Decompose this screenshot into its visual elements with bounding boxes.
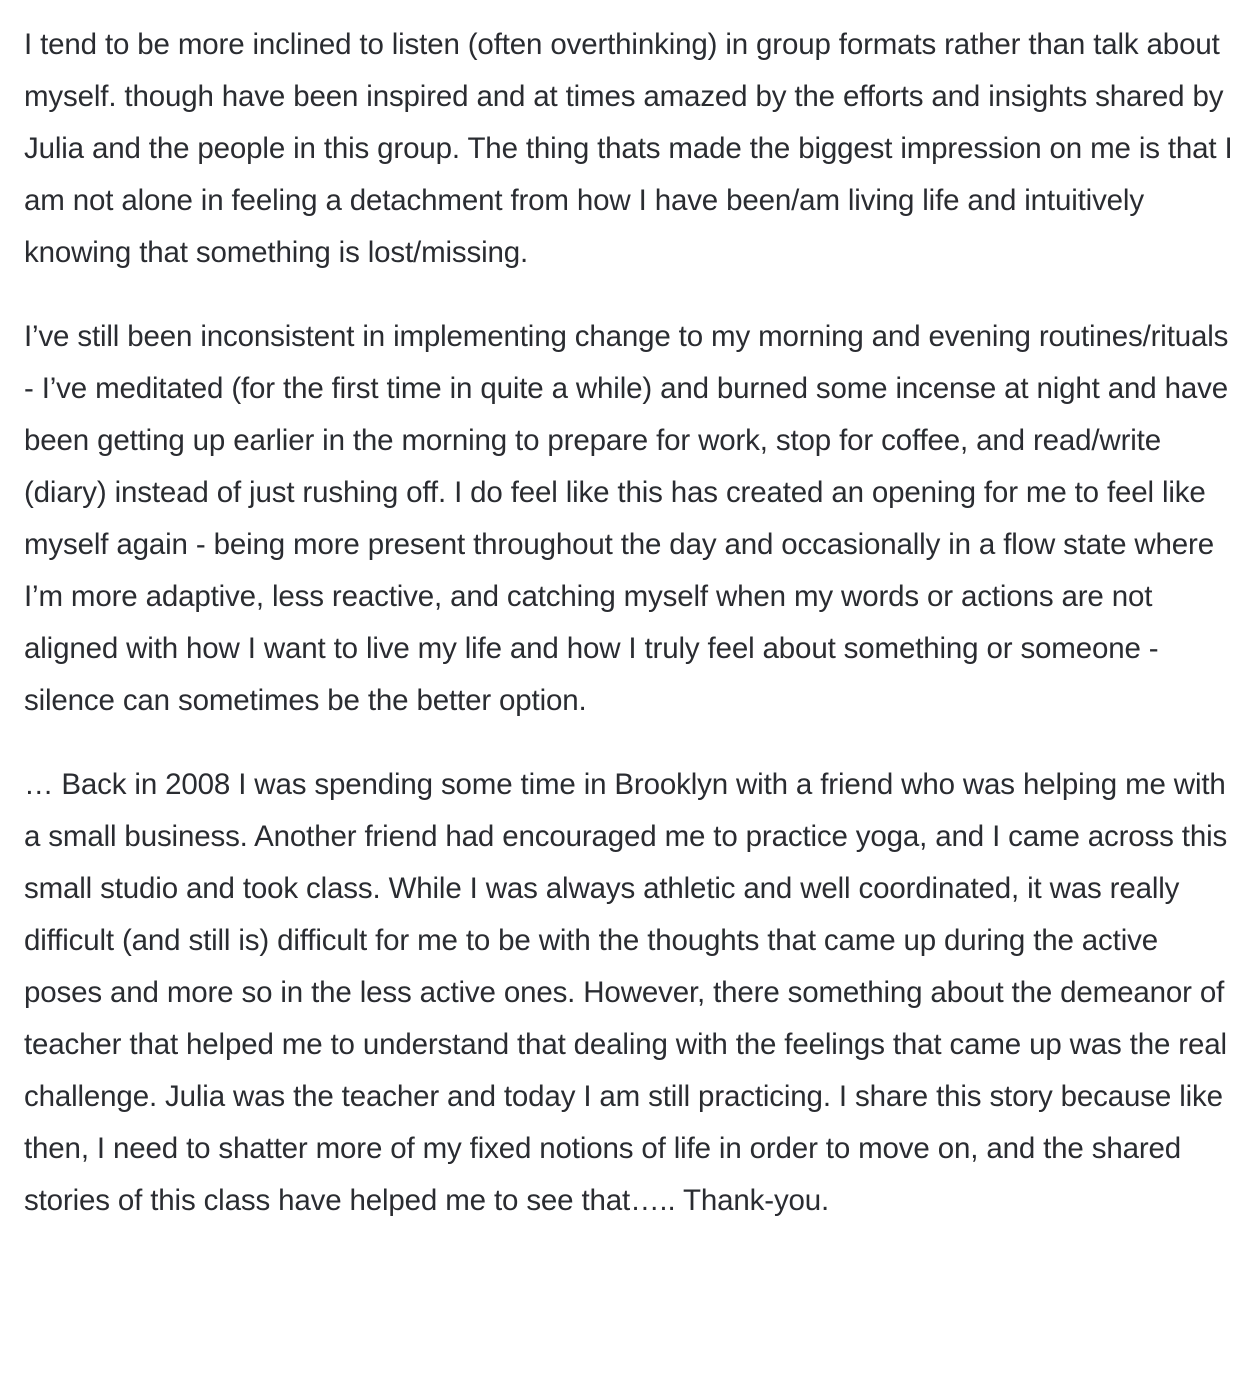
paragraph-1: I tend to be more inclined to listen (often overthinking) in group formats rather than talk about myself. though have been inspired and at times amazed by the efforts and insights shared by Julia and the people in this group. The thing thats made the biggest impression on me is that I am not alone in feeling a detachment from how I have been/am living life and intuitively knowing that something is lost/missing. (24, 28, 1233, 269)
paragraph-2: I’ve still been inconsistent in implementing change to my morning and evening routines/rituals - I’ve meditated (for the first time in quite a while) and burned some incense at night and have been getting up earlier in the morning to prepare for work, stop for coffee, and read/write (diary) instead of just rushing off. I do feel like this has created an opening for me to feel like myself again - being more present throughout the day and occasionally in a flow state where I’m more adaptive, less reactive, and catching myself when my words or actions are not aligned with how I want to live my life and how I truly feel about something or someone - silence can sometimes be the better option. (24, 320, 1229, 717)
post-body (24, 19, 1234, 1227)
paragraph-3: … Back in 2008 I was spending some time in Brooklyn with a friend who was helping me with a small business. Another friend had encouraged me to practice yoga, and I came across this small studio and took class. While I was always athletic and well coordinated, it was really difficult (and still is) difficult for me to be with the thoughts that came up during the active poses and more so in the less active ones. However, there something about the demeanor of teacher that helped me to understand that dealing with the feelings that came up was the real challenge. Julia was the teacher and today I am still practicing. I share this story because like then, I need to shatter more of my fixed notions of life in order to move on, and the shared stories of this class have helped me to see that….. Thank-you. (24, 768, 1228, 1217)
